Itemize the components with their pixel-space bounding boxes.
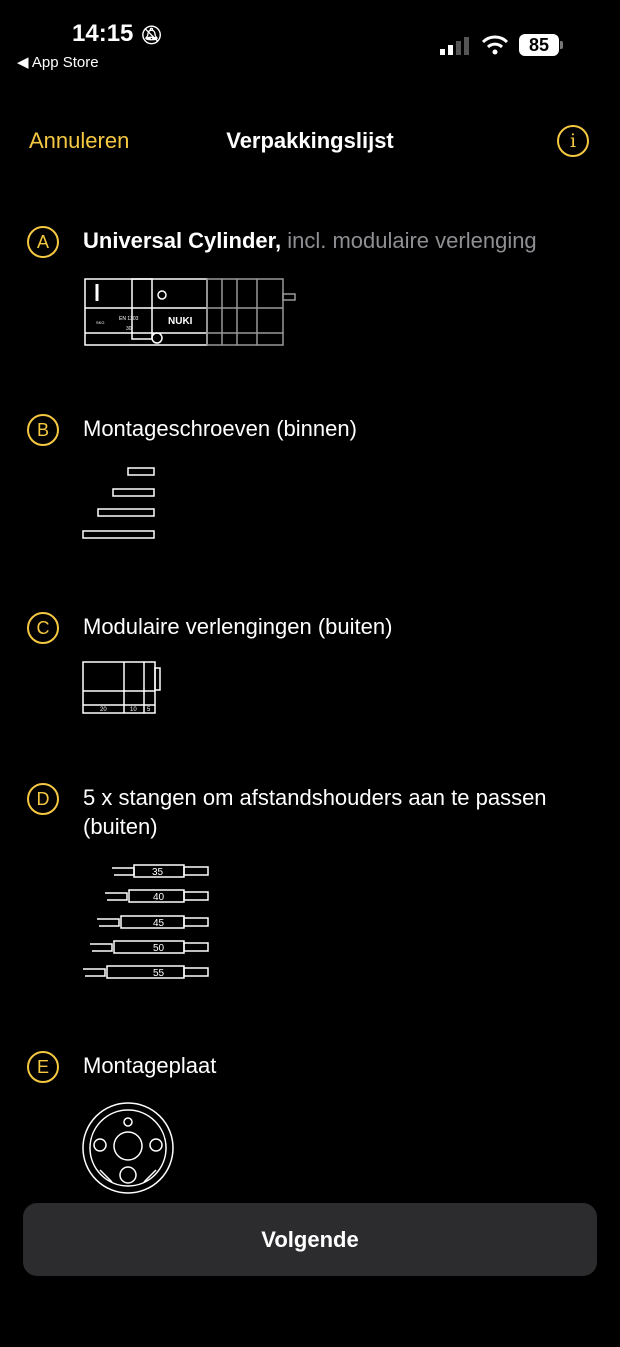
extensions-image [82,660,162,716]
wifi-icon [481,35,509,60]
item-badge-b: B [27,414,59,446]
mounting-plate-image [80,1100,176,1196]
next-button[interactable]: Volgende [23,1203,597,1276]
extension-size: 10 [130,707,137,713]
item-badge-a: A [27,226,59,258]
item-title-b: Montageschroeven (binnen) [83,416,357,441]
signal-icon [440,37,472,62]
rod-size: 40 [153,892,165,903]
info-icon[interactable]: i [557,125,589,157]
battery-indicator: 85 [519,34,559,56]
item-title-d: 5 x stangen om afstandshouders aan te passen (buiten) [83,785,547,839]
rod-size: 55 [153,968,165,979]
cancel-button[interactable]: Annuleren [29,128,130,153]
item-badge-c: C [27,612,59,644]
item-badge-d: D [27,783,59,815]
page-title: Verpakkingslijst [226,128,394,153]
cylinder-image [82,276,298,348]
status-time: 14:15 🔕︎ [72,20,163,47]
rod-size: 35 [152,867,164,878]
cylinder-norm: EN 1303 [119,316,139,322]
rod-size: 50 [153,943,165,954]
item-title-e: Montageplaat [83,1053,217,1078]
item-title-a: Universal Cylinder, incl. modulaire verlenging [83,228,537,253]
cylinder-mark: SKG [96,320,105,325]
item-badge-e: E [27,1051,59,1083]
rod-size: 45 [153,918,165,929]
back-to-app-store[interactable]: ◀ App Store [17,54,99,71]
cylinder-size: 30 [126,326,132,332]
bell-muted-icon: 🔕︎ [140,25,163,45]
cylinder-brand: NUKI [168,316,193,327]
item-title-c: Modulaire verlengingen (buiten) [83,614,393,639]
screws-image [82,464,158,544]
rods-image [82,860,212,982]
extension-size: 5 [147,707,151,713]
battery-cap-icon [560,41,563,49]
extension-size: 20 [100,707,107,713]
